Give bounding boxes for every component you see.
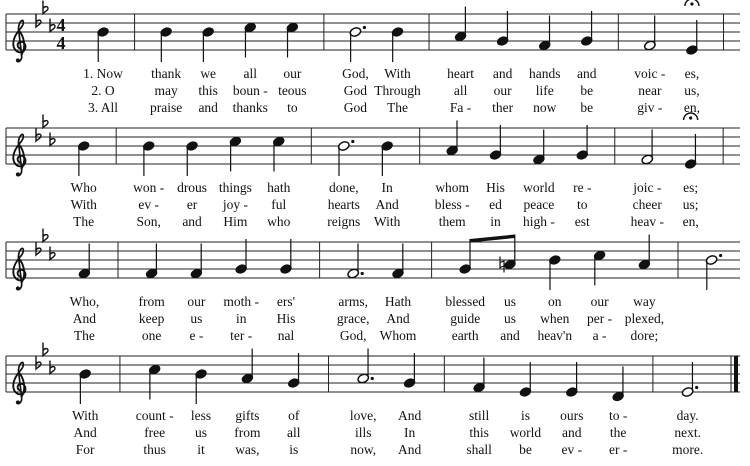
lyric-syllable: to xyxy=(577,197,588,212)
lyric-syllable: praise xyxy=(150,100,183,115)
lyric-syllable: all xyxy=(453,83,468,98)
lyric-syllable: high - xyxy=(522,214,555,229)
lyric-syllable: may xyxy=(154,83,178,98)
lyric-syllable: blessed xyxy=(445,294,486,309)
lyric-syllable: And xyxy=(73,425,97,440)
lyric-syllable: And xyxy=(397,408,422,423)
lyric-syllable: hearts xyxy=(327,197,360,212)
lyric-syllable: God xyxy=(343,83,368,98)
lyric-syllable: our xyxy=(187,294,206,309)
lyric-syllable: earth xyxy=(451,328,479,343)
lyric-syllable: joy - xyxy=(222,197,248,212)
lyric-syllable: still xyxy=(468,408,490,423)
lyric-syllable: With xyxy=(71,408,99,423)
lyric-syllable: thank xyxy=(151,66,182,81)
lyric-syllable: whom xyxy=(435,180,470,195)
lyric-syllable: The xyxy=(73,328,95,343)
lyric-syllable: day. xyxy=(676,408,699,423)
lyric-syllable: plexed, xyxy=(624,311,665,326)
lyric-syllable: a - xyxy=(592,328,607,343)
lyric-syllable: was, xyxy=(235,442,260,457)
time-signature-top: 4 xyxy=(56,15,66,35)
flat-icon xyxy=(36,128,41,141)
flat-icon xyxy=(50,361,55,374)
dot-icon xyxy=(719,254,722,257)
lyric-syllable: ed xyxy=(489,197,502,212)
dot-icon xyxy=(361,272,364,275)
lyric-syllable: With xyxy=(70,197,97,212)
lyric-syllable: and xyxy=(182,214,202,229)
dot-icon xyxy=(363,26,366,29)
lyric-syllable: For xyxy=(75,442,95,457)
lyric-syllable: world xyxy=(509,425,542,440)
lyric-syllable: Through xyxy=(374,83,421,98)
staff-system xyxy=(6,0,740,115)
lyric-syllable: to - xyxy=(608,408,628,423)
lyric-syllable: way xyxy=(633,294,656,309)
fermata-dot-icon xyxy=(689,116,692,119)
lyric-syllable: ev - xyxy=(138,197,160,212)
lyric-syllable: us xyxy=(503,311,517,326)
lyric-syllable: and xyxy=(500,328,520,343)
lyric-syllable: this xyxy=(198,83,218,98)
lyric-syllable: thanks xyxy=(232,100,268,115)
lyric-syllable: thus xyxy=(143,442,166,457)
lyric-syllable: of xyxy=(288,408,300,423)
lyric-syllable: moth - xyxy=(223,294,260,309)
lyric-syllable: more. xyxy=(672,442,704,457)
lyric-syllable: Son, xyxy=(136,214,161,229)
lyric-syllable: in xyxy=(235,311,247,326)
lyric-syllable: it xyxy=(197,442,205,457)
lyric-syllable: us xyxy=(503,294,517,309)
lyric-syllable: our xyxy=(590,294,609,309)
lyric-syllable: less xyxy=(190,408,212,423)
lyric-syllable: ills xyxy=(354,425,372,440)
flat-icon xyxy=(50,247,55,260)
staff-system xyxy=(6,343,740,458)
lyric-syllable: ev - xyxy=(561,442,583,457)
lyric-syllable: God xyxy=(343,100,368,115)
lyric-syllable: es, xyxy=(684,66,700,81)
lyric-syllable: In xyxy=(403,425,416,440)
lyric-syllable: Fa - xyxy=(449,100,472,115)
lyric-syllable: count - xyxy=(135,408,174,423)
lyric-syllable: bless - xyxy=(434,197,470,212)
lyric-syllable: we xyxy=(200,66,217,81)
lyric-syllable: heart xyxy=(447,66,475,81)
lyric-syllable: God, xyxy=(342,66,369,81)
fermata-dot-icon xyxy=(690,2,693,5)
lyric-syllable: the xyxy=(609,425,627,440)
lyric-syllable: and xyxy=(562,425,582,440)
flat-icon xyxy=(43,115,48,128)
time-signature-bottom: 4 xyxy=(56,33,66,53)
lyric-syllable: With xyxy=(373,214,401,229)
lyric-syllable: when xyxy=(540,311,570,326)
lyric-syllable: and xyxy=(577,66,597,81)
lyric-syllable: is xyxy=(289,442,299,457)
lyric-syllable: next. xyxy=(674,425,701,440)
lyric-syllable: cheer xyxy=(632,197,662,212)
flat-icon xyxy=(43,1,48,14)
lyric-syllable: all xyxy=(243,66,258,81)
lyric-syllable: all xyxy=(286,425,301,440)
flat-icon xyxy=(36,356,41,369)
lyric-syllable: now, xyxy=(350,442,377,457)
lyric-syllable: love, xyxy=(349,408,377,423)
lyric-syllable: won - xyxy=(133,180,165,195)
lyric-syllable: And xyxy=(386,311,410,326)
lyric-syllable: be xyxy=(580,100,594,115)
lyric-syllable: our xyxy=(493,83,512,98)
lyric-syllable: free xyxy=(144,425,166,440)
lyric-syllable: Who, xyxy=(69,294,100,309)
lyric-syllable: world xyxy=(523,180,555,195)
final-bar-line-thick xyxy=(734,356,738,392)
lyric-syllable: est xyxy=(574,214,590,229)
lyric-syllable: Who xyxy=(70,180,97,195)
lyric-syllable: us xyxy=(195,425,208,440)
dot-icon xyxy=(695,386,698,389)
lyric-syllable: joic - xyxy=(633,180,662,195)
lyric-syllable: And xyxy=(375,197,399,212)
lyric-syllable: Whom xyxy=(379,328,417,343)
lyric-syllable: The xyxy=(73,214,95,229)
lyric-syllable: boun - xyxy=(232,83,268,98)
natural-sign-icon xyxy=(500,257,504,273)
lyric-syllable: hands xyxy=(528,66,561,81)
lyric-syllable: from xyxy=(234,425,261,440)
lyric-syllable: be xyxy=(519,442,532,457)
lyric-syllable: en, xyxy=(682,214,699,229)
lyric-syllable: near xyxy=(638,83,662,98)
lyric-syllable: ter - xyxy=(230,328,253,343)
lyric-syllable: guide xyxy=(450,311,481,326)
lyric-syllable: ther xyxy=(492,100,514,115)
lyric-syllable: giv - xyxy=(637,100,663,115)
lyric-syllable: who xyxy=(267,214,291,229)
lyric-syllable: heav - xyxy=(630,214,664,229)
lyric-syllable: With xyxy=(384,66,411,81)
lyric-syllable: drous xyxy=(177,180,208,195)
beam xyxy=(470,235,515,243)
lyric-syllable: hath xyxy=(267,180,291,195)
lyric-syllable: life xyxy=(535,83,554,98)
lyric-syllable: voic - xyxy=(634,66,666,81)
flat-icon xyxy=(36,242,41,255)
lyric-syllable: and xyxy=(492,66,513,81)
flat-icon xyxy=(43,343,48,356)
lyric-syllable: be xyxy=(580,83,594,98)
dot-icon xyxy=(371,377,374,380)
lyric-syllable: peace xyxy=(523,197,555,212)
lyric-syllable: done, xyxy=(328,180,359,195)
lyric-syllable: ful xyxy=(271,197,287,212)
lyric-syllable: our xyxy=(283,66,302,81)
lyric-syllable: The xyxy=(386,100,408,115)
lyric-syllable: es; xyxy=(683,180,699,195)
lyric-syllable: And xyxy=(72,311,97,326)
lyric-syllable: now xyxy=(533,100,557,115)
lyric-syllable: Him xyxy=(223,214,248,229)
lyric-syllable: His xyxy=(486,180,505,195)
lyric-syllable: things xyxy=(218,180,252,195)
lyric-syllable: In xyxy=(381,180,393,195)
lyric-syllable: to xyxy=(287,100,298,115)
lyric-syllable: er - xyxy=(608,442,628,457)
lyric-syllable: is xyxy=(520,408,530,423)
lyric-syllable: God, xyxy=(339,328,367,343)
lyric-syllable: teous xyxy=(278,83,307,98)
lyric-syllable: re - xyxy=(573,180,592,195)
lyric-syllable: grace, xyxy=(336,311,370,326)
flat-icon xyxy=(50,133,55,146)
staff-system xyxy=(6,113,740,229)
lyric-syllable: gifts xyxy=(235,408,260,423)
lyric-syllable: them xyxy=(438,214,466,229)
lyric-syllable: His xyxy=(276,311,296,326)
lyric-syllable: 3. All xyxy=(88,100,119,115)
lyric-syllable: ers' xyxy=(276,294,296,309)
lyric-syllable: Hath xyxy=(384,294,412,309)
lyric-syllable: us; xyxy=(682,197,699,212)
lyric-syllable: in xyxy=(490,214,501,229)
lyric-syllable: en, xyxy=(683,100,700,115)
lyric-syllable: 2. O xyxy=(91,83,115,98)
lyric-syllable: heav'n xyxy=(537,328,573,343)
lyric-syllable: one xyxy=(141,328,162,343)
flat-icon xyxy=(36,14,41,27)
flat-icon xyxy=(50,19,55,32)
flat-icon xyxy=(43,229,48,242)
lyric-syllable: shall xyxy=(466,442,492,457)
lyric-syllable: this xyxy=(469,425,489,440)
lyric-syllable: from xyxy=(138,294,165,309)
lyric-syllable: 1. Now xyxy=(83,66,123,81)
lyric-syllable: e - xyxy=(189,328,204,343)
dot-icon xyxy=(351,140,354,143)
lyric-syllable: And xyxy=(397,442,422,457)
lyric-syllable: us xyxy=(190,311,203,326)
lyric-syllable: us, xyxy=(684,83,700,98)
staff-system xyxy=(6,229,740,344)
lyric-syllable: on xyxy=(548,294,562,309)
lyric-syllable: dore; xyxy=(630,328,659,343)
lyric-syllable: ours xyxy=(560,408,584,423)
lyric-syllable: per - xyxy=(587,311,613,326)
lyric-syllable: arms, xyxy=(338,294,369,309)
lyric-syllable: reigns xyxy=(327,214,361,229)
lyric-syllable: and xyxy=(198,100,218,115)
lyric-syllable: er xyxy=(186,197,198,212)
lyric-syllable: keep xyxy=(138,311,165,326)
lyric-syllable: nal xyxy=(277,328,295,343)
